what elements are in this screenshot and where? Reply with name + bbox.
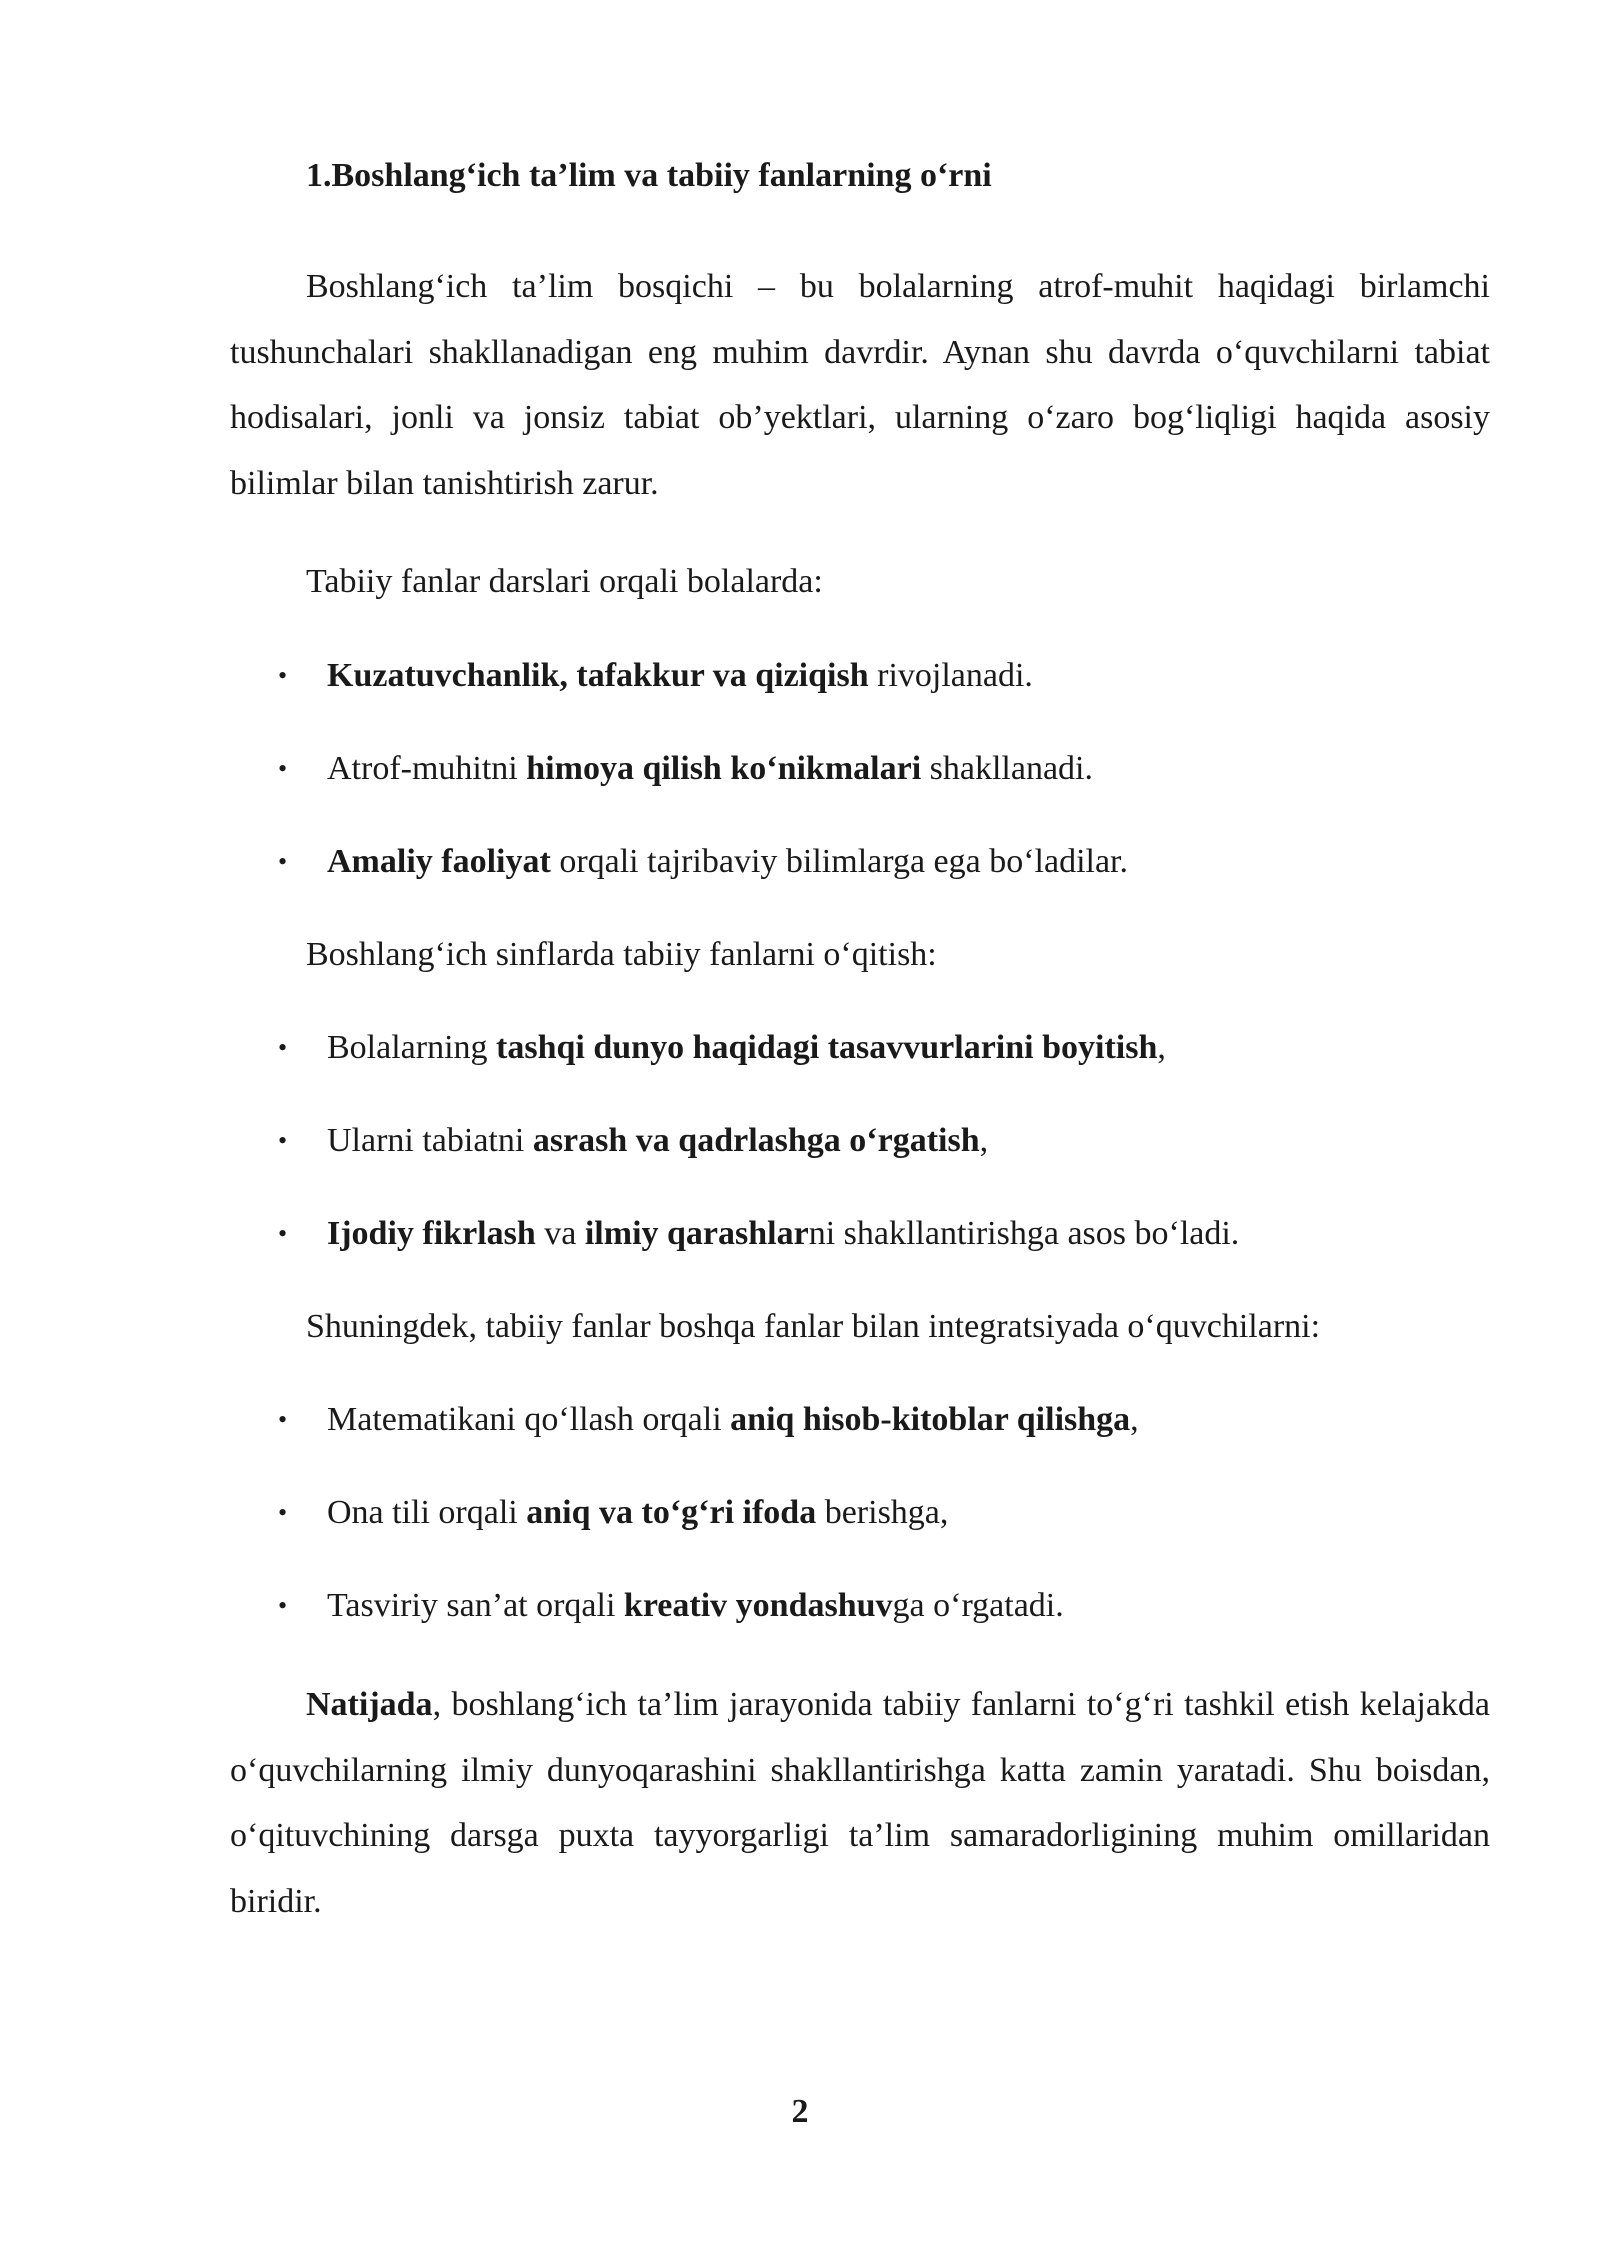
conclusion-lead-word: Natijada — [306, 1686, 433, 1723]
bullet-icon: • — [278, 754, 288, 783]
list-item: • Matematikani qo‘llash orqali aniq hisob-kitoblar qilishga, — [230, 1394, 1490, 1446]
list1 — [230, 650, 1490, 888]
intro-paragraph: Boshlang‘ich ta’lim bosqichi – bu bolalarning atrof-muhit haqidagi birlamchi tushunchalari shakllanadigan eng muhim davrdir. Aynan shu davrda o‘quvchilarni tabiat hodisalari, jonli va jonsiz tabiat ob’yektlari, ularning o‘zaro bog‘liqligi haqida asosiy bilimlar bilan tanishtirish zarur. — [230, 268, 1490, 502]
bullet-icon: • — [278, 1591, 288, 1620]
list-item: • Atrof-muhitni himoya qilish ko‘nikmalari shakllanadi. — [230, 743, 1490, 795]
list-item: • Tasviriy san’at orqali kreativ yondashuvga o‘rgatadi. — [230, 1580, 1490, 1632]
document-page — [230, 150, 1490, 1934]
list-item: • Ona tili orqali aniq va to‘g‘ri ifoda berishga, — [230, 1487, 1490, 1539]
bullet-icon: • — [278, 847, 288, 876]
section-heading: 1.Boshlang‘ich ta’lim va tabiiy fanlarning o‘rni — [306, 157, 992, 194]
list-item: • Bolalarning tashqi dunyo haqidagi tasavvurlarini boyitish, — [230, 1022, 1490, 1074]
bullet-icon: • — [278, 1126, 288, 1155]
bullet-icon: • — [278, 1498, 288, 1527]
list-item: • Kuzatuvchanlik, tafakkur va qiziqish rivojlanadi. — [230, 650, 1490, 702]
bullet-icon: • — [278, 661, 288, 690]
list-item: • Amaliy faoliyat orqali tajribaviy bilimlarga ega bo‘ladilar. — [230, 836, 1490, 888]
list1-lead: Tabiiy fanlar darslari orqali bolalarda: — [306, 563, 823, 600]
bullet-icon: • — [278, 1405, 288, 1434]
page-number: 2 — [791, 2093, 809, 2130]
conclusion-paragraph: Natijada, boshlang‘ich ta’lim jarayonida tabiiy fanlarni to‘g‘ri tashkil etish kelajakda o‘quvchilarning ilmiy dunyoqarashini shakllantirishga katta zamin yaratadi. Shu boisdan, o‘qituvchining darsga puxta tayyorgarligi ta’lim samaradorligining muhim omillaridan biridir. — [230, 1686, 1490, 1920]
bullet-icon: • — [278, 1033, 288, 1062]
list3 — [230, 1394, 1490, 1632]
list2 — [230, 1022, 1490, 1260]
list-item: • Ularni tabiatni asrash va qadrlashga o‘rgatish, — [230, 1115, 1490, 1167]
list-item: • Ijodiy fikrlash va ilmiy qarashlarni shakllantirishga asos bo‘ladi. — [230, 1208, 1490, 1260]
list3-lead: Shuningdek, tabiiy fanlar boshqa fanlar bilan integratsiyada o‘quvchilarni: — [306, 1308, 1321, 1345]
bullet-icon: • — [278, 1219, 288, 1248]
list2-lead: Boshlang‘ich sinflarda tabiiy fanlarni o‘qitish: — [306, 936, 937, 973]
